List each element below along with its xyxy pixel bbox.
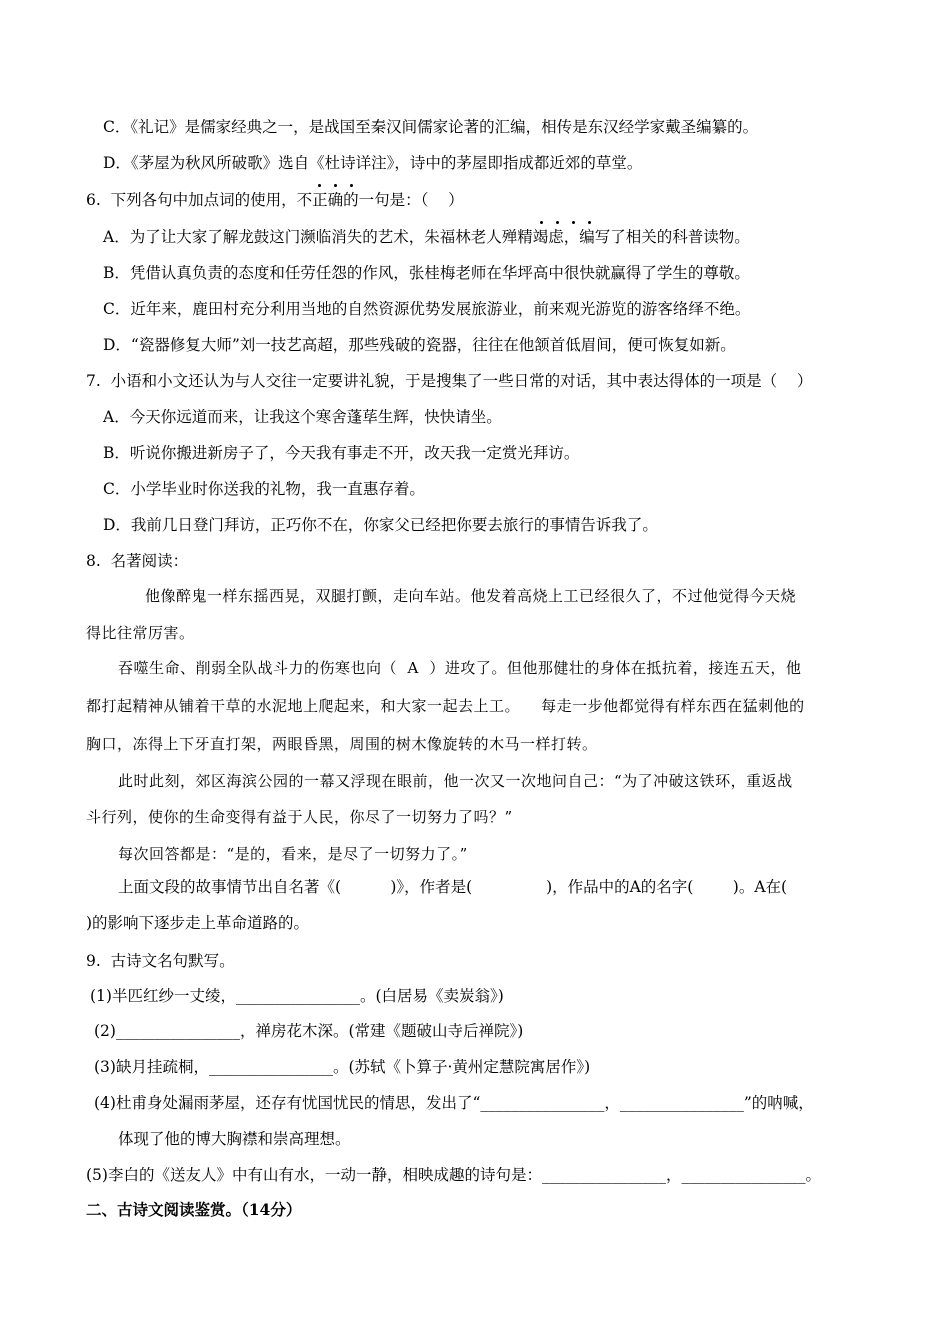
- emphasis-dot: [318, 184, 321, 187]
- q6-option-d: D．“瓷器修复大师”刘一技艺高超，那些残破的瓷器，往往在他颔首低眉间，便可恢复如新。: [103, 336, 736, 354]
- q8-passage-line: 都打起精神从铺着干草的水泥地上爬起来，和大家一起去上工。 每走一步他都觉得有样东西在猛刺他的: [86, 697, 805, 715]
- q6-option-a: A．为了让大家了解龙鼓这门濒临消失的艺术，朱福林老人殚精竭虑，编写了相关的科普读物。: [103, 228, 750, 246]
- emphasis-dot: [572, 221, 575, 224]
- q8-passage-line: 每次回答都是：“是的，看来，是尽了一切努力了。”: [118, 845, 468, 863]
- q7-option-c: C．小学毕业时你送我的礼物，我一直惠存着。: [103, 480, 425, 498]
- q9-item-3: (3)缺月挂疏桐，________________。(苏轼《卜算子·黄州定慧院寓居作》): [94, 1058, 591, 1076]
- q8-passage-line: 胸口，冻得上下牙直打架，两眼昏黑，周围的树木像旋转的木马一样打转。: [86, 735, 598, 753]
- q8-passage-line: 得比往常厉害。: [86, 624, 195, 642]
- q8-passage-line: 斗行列，使你的生命变得有益于人民，你尽了一切努力了吗？”: [86, 808, 513, 826]
- q6-option-c: C．近年来，鹿田村充分利用当地的自然资源优势发展旅游业，前来观光游览的游客络绎不绝。: [103, 300, 751, 318]
- q8-passage-line: 此时此刻，郊区海滨公园的一幕又浮现在眼前，他一次又一次地问自己：“为了冲破这铁环，重返战: [118, 772, 793, 790]
- q7-option-d: D．我前几日登门拜访，正巧你不在，你家父已经把你要去旅行的事情告诉我了。: [103, 516, 658, 534]
- q9-item-5: (5)李白的《送友人》中有山有水，一动一静，相映成趣的诗句是：________________，________________。: [86, 1166, 821, 1184]
- q8-passage-line: 他像醉鬼一样东摇西晃，双腿打颤，走向车站。他发着高烧上工已经很久了，不过他觉得今天烧: [145, 587, 797, 605]
- emphasis-dot: [334, 184, 337, 187]
- q7-option-a: A．今天你远道而来，让我这个寒舍蓬荜生辉，快快请坐。: [103, 408, 502, 426]
- q6-option-b: B．凭借认真负责的态度和任劳任怨的作风，张桂梅老师在华坪高中很快就赢得了学生的尊敬。: [103, 264, 750, 282]
- emphasis-dot: [350, 184, 353, 187]
- q9-stem: 9. 古诗文名句默写。: [86, 952, 235, 970]
- q8-question-line: 上面文段的故事情节出自名著《( )》，作者是( )，作品中的A的名字( )。A在(: [118, 878, 788, 896]
- emphasis-dot: [556, 221, 559, 224]
- q5-option-d: D．《茅屋为秋风所破歌》选自《杜诗详注》，诗中的茅屋即指成都近郊的草堂。: [103, 154, 643, 172]
- q9-item-4-continued: 体现了他的博大胸襟和崇高理想。: [118, 1130, 351, 1148]
- q6-stem: 6. 下列各句中加点词的使用，不正确的一句是：（ ）: [86, 191, 464, 209]
- q9-item-1: (1)半匹红纱一丈绫，________________。(白居易《卖炭翁》): [90, 987, 504, 1005]
- q8-question-line: )的影响下逐步走上革命道路的。: [86, 914, 310, 932]
- emphasis-dot: [540, 221, 543, 224]
- q8-passage-line: 吞噬生命、削弱全队战斗力的伤寒也向（ A ）进攻了。但他那健壮的身体在抵抗着，接连五天，他: [118, 659, 802, 677]
- q9-item-4: (4)杜甫身处漏雨茅屋，还存有忧国忧民的情思，发出了“________________，________________”的呐喊，: [94, 1094, 814, 1112]
- q7-option-b: B．听说你搬进新房子了，今天我有事走不开，改天我一定赏光拜访。: [103, 444, 580, 462]
- q9-item-2: (2)________________，禅房花木深。(常建《题破山寺后禅院》): [94, 1022, 524, 1040]
- emphasis-dot: [588, 221, 591, 224]
- q8-stem: 8. 名著阅读：: [86, 552, 189, 570]
- q7-stem: 7. 小语和小文还认为与人交往一定要讲礼貌，于是搜集了一些日常的对话，其中表达得体的一项是（ ）: [86, 372, 813, 390]
- section-heading: 二、古诗文阅读鉴赏。（14分）: [86, 1200, 302, 1219]
- q5-option-c: C．《礼记》是儒家经典之一，是战国至秦汉间儒家论著的汇编，相传是东汉经学家戴圣编纂的。: [103, 118, 759, 136]
